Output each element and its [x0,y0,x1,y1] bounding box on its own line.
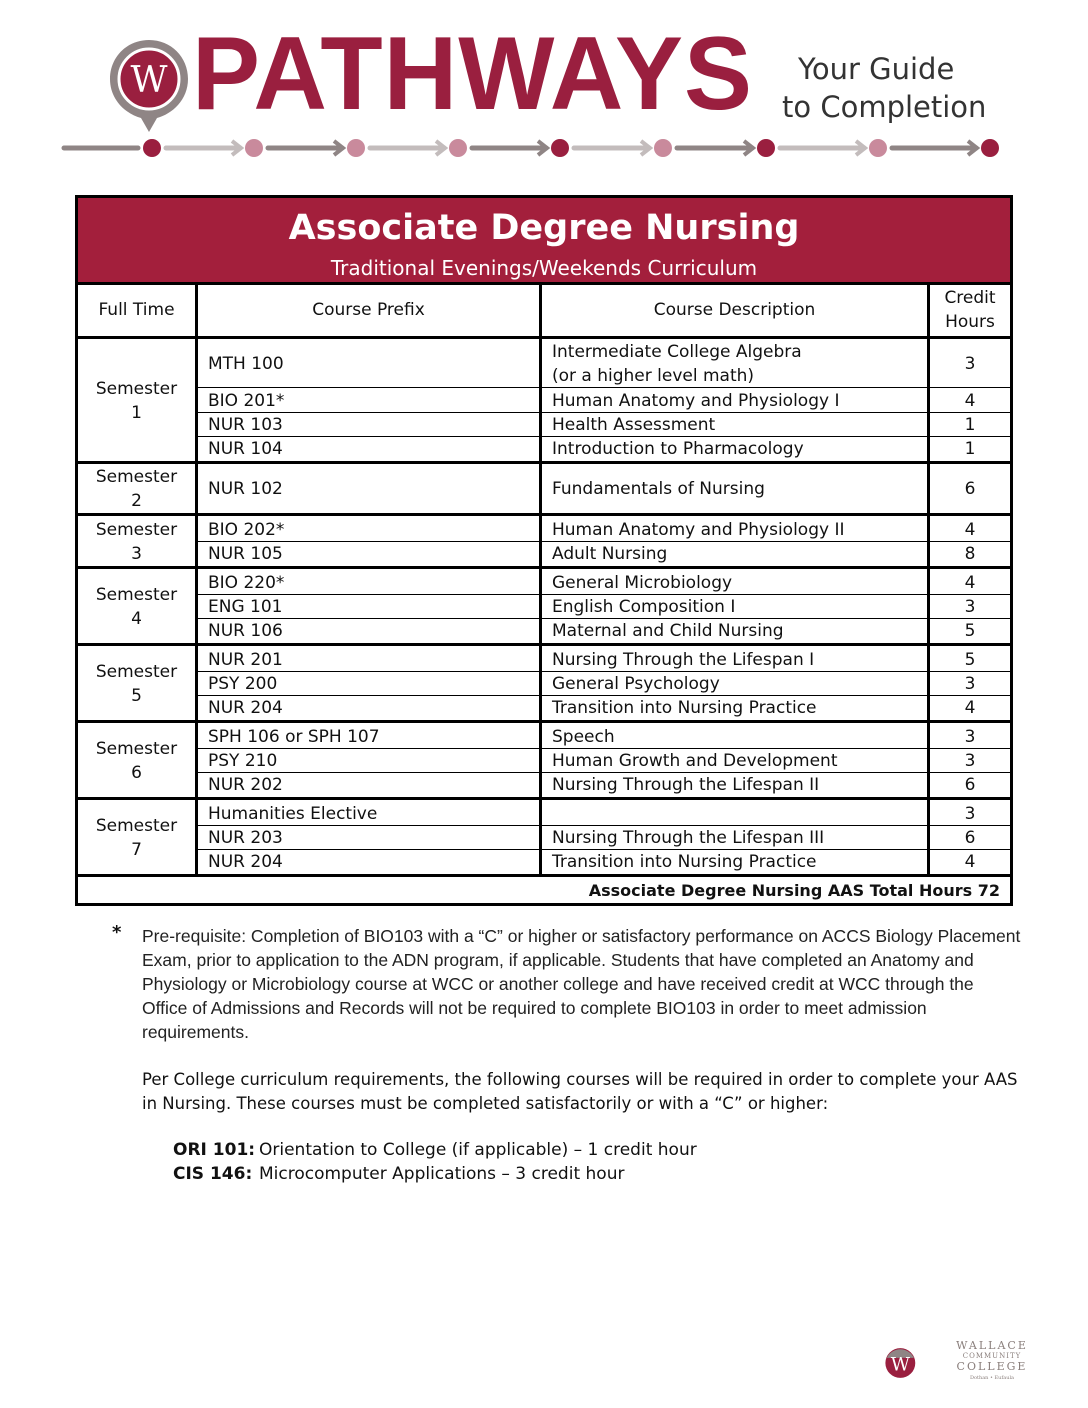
requirement-text: Microcomputer Applications – 3 credit hour [259,1164,625,1184]
course-description [542,465,927,513]
semester-label-number: 2 [131,491,142,511]
column-divider [195,513,198,566]
column-divider [927,643,930,720]
course-credits: 6 [964,479,976,499]
course-description [542,595,927,619]
course-prefix: NUR 203 [208,828,283,848]
course-prefix: BIO 220* [208,572,285,593]
column-divider [539,461,542,513]
footnote-marker: * [112,922,122,943]
row-divider [78,874,1010,877]
pathways-title: PATHWAYS [192,16,753,132]
course-description [542,724,927,749]
row-divider [198,618,1010,619]
semester-label [78,801,195,874]
semester-label-word: Semester [95,738,178,759]
row-divider [198,849,1010,850]
row-divider [78,566,1010,569]
semester-label-word: Semester [95,815,178,836]
course-credits: 8 [964,544,976,564]
semester-label [78,647,195,720]
prerequisite-note: Pre-requisite: Completion of BIO103 with a “C” or higher or satisfactory performance on ACCS Biology Placement Exam, prior to application to the ADN program, if applicable. Students that have completed an Anatomy and Physiology or Microbiology course at WCC or another college and have received credit at WCC through the Office of Admissions and Records will not be required to complete BIO103 in order to meet admission requirements. [142,926,1021,1042]
semester-label-word: Semester [95,519,178,540]
row-divider [78,720,1010,723]
course-description [542,647,927,672]
course-credits: 3 [964,803,976,824]
footer-logo-letter: W [890,1354,910,1376]
semester-label-word: Semester [95,661,178,682]
row-divider [78,336,1010,339]
column-divider [195,720,198,797]
course-prefix: NUR 103 [208,415,283,435]
row-divider [78,643,1010,646]
course-description-text: Intermediate College Algebra [552,342,802,362]
semester-label-number: 1 [131,402,142,423]
course-description-text: Nursing Through the Lifespan III [552,828,825,848]
progress-dot [981,139,999,157]
progress-dot [143,139,161,157]
progress-dot [245,139,263,157]
course-credits: 3 [964,726,976,747]
course-prefix: BIO 201* [208,390,285,411]
requirement-code: CIS 146: [173,1164,253,1184]
course-prefix: NUR 102 [208,479,283,499]
column-divider [195,461,198,513]
semester-label [78,465,195,513]
course-description-text: Fundamentals of Nursing [552,479,765,499]
curriculum-table [75,195,1013,906]
row-divider [198,772,1010,773]
row-divider [198,748,1010,749]
column-divider [927,513,930,566]
course-credits: 5 [964,649,976,670]
course-description-text: Adult Nursing [552,544,668,564]
table-title: Associate Degree Nursing [288,208,800,248]
row-divider [198,671,1010,672]
course-description-text: General Psychology [552,674,720,694]
course-prefix: NUR 202 [208,775,283,795]
course-credits: 3 [964,597,976,617]
course-credits: 6 [964,828,976,848]
course-prefix: NUR 106 [208,621,283,641]
column-header-description: Course Description [653,300,816,320]
course-description [542,801,927,826]
course-prefix: NUR 201 [208,649,283,670]
semester-label-number: 7 [131,839,142,860]
course-description-text: Speech [552,726,615,747]
requirement-text: Orientation to College (if applicable) – 1 credit hour [259,1140,697,1160]
college-locations: Dothan • Eufaula [969,1375,1015,1381]
table-banner [78,198,1010,284]
course-description [542,619,927,643]
row-divider [78,282,1010,285]
semester-label-number: 4 [131,608,142,629]
progress-arrow-line [60,136,1000,162]
college-name-line-2: COMMUNITY [962,1352,1022,1360]
column-divider [927,797,930,874]
column-divider [927,720,930,797]
column-divider [539,643,542,720]
course-prefix: ENG 101 [208,597,283,617]
course-prefix: NUR 204 [208,698,283,718]
course-description [542,672,927,696]
course-description [542,517,927,542]
row-divider [198,541,1010,542]
progress-dot [551,139,569,157]
row-divider [198,825,1010,826]
course-prefix: NUR 104 [208,439,283,459]
row-divider [78,797,1010,800]
semester-label [78,570,195,643]
requirement-item [173,1162,624,1186]
requirement-item [173,1138,697,1162]
course-description-text: English Composition I [552,597,736,617]
semester-label-number: 6 [131,762,142,783]
course-credits: 3 [964,674,976,694]
course-description [542,542,927,566]
table-subtitle: Traditional Evenings/Weekends Curriculum [330,256,758,280]
course-description-text: Health Assessment [552,415,716,435]
tagline-line-2: to Completion [782,90,987,124]
course-description-text: Human Anatomy and Physiology I [552,390,840,411]
course-credits: 5 [964,621,976,641]
college-wordmark [952,1340,1032,1383]
progress-dot [869,139,887,157]
column-divider [195,336,198,461]
row-divider [198,695,1010,696]
semester-label-number: 5 [131,685,142,706]
column-header-credit-hours [930,284,1010,336]
semester-label [78,724,195,797]
course-prefix: NUR 204 [208,852,283,872]
course-description [542,388,927,413]
wallace-college-logo-icon [884,1328,954,1398]
semester-label [78,340,195,461]
row-divider [78,461,1010,464]
course-description-text: Human Anatomy and Physiology II [552,519,845,540]
logo-letter: W [130,60,168,101]
course-description [542,773,927,797]
course-description [542,570,927,595]
column-divider [539,336,542,461]
course-description [542,696,927,720]
column-header-prefix: Course Prefix [312,300,425,320]
course-credits: 6 [964,775,976,795]
row-divider [198,436,1010,437]
course-prefix: MTH 100 [208,354,284,374]
course-credits: 1 [964,415,976,435]
tagline-line-1: Your Guide [798,52,955,86]
credit-header-line-1: Credit [944,288,996,308]
total-hours: Associate Degree Nursing AAS Total Hours 72 [588,881,1000,900]
semester-label-word: Semester [95,584,178,605]
course-description-text: Nursing Through the Lifespan II [552,775,820,795]
course-credits: 4 [964,519,976,540]
course-prefix: PSY 200 [208,674,278,694]
course-description [542,850,927,874]
course-description-text: Human Growth and Development [552,751,838,771]
course-description [542,413,927,437]
semester-label-number: 3 [131,543,142,564]
row-divider [198,387,1010,388]
course-credits: 4 [964,698,976,718]
course-credits: 3 [964,751,976,771]
semester-label-word: Semester [95,378,178,399]
row-divider [198,412,1010,413]
course-description-text: Nursing Through the Lifespan I [552,649,815,670]
course-description-text: Maternal and Child Nursing [552,621,784,641]
column-divider [539,566,542,643]
course-description [542,749,927,773]
progress-dot [449,139,467,157]
column-divider [927,336,930,461]
progress-dot [347,139,365,157]
row-divider [78,513,1010,516]
college-name-line-1: WALLACE [956,1339,1028,1352]
course-credits: 4 [964,390,976,411]
course-credits: 4 [964,852,976,872]
requirement-code: ORI 101: [173,1140,256,1160]
college-logo-pin-icon [108,38,190,134]
column-divider [539,284,542,336]
course-prefix: NUR 105 [208,544,283,564]
course-description-text-line-2: (or a higher level math) [552,366,755,386]
column-divider [195,643,198,720]
course-description-text: Introduction to Pharmacology [552,439,804,459]
course-prefix: PSY 210 [208,751,278,771]
course-description [542,437,927,461]
progress-dot [654,139,672,157]
course-description [542,826,927,850]
course-prefix: SPH 106 or SPH 107 [208,726,380,747]
course-description [542,340,927,388]
column-divider [927,566,930,643]
column-divider [927,284,930,336]
semester-label [78,517,195,566]
column-divider [539,720,542,797]
column-divider [195,797,198,874]
semester-label-word: Semester [95,467,178,487]
course-description-text: Transition into Nursing Practice [552,852,817,872]
course-credits: 3 [964,354,976,374]
credit-header-line-2: Hours [945,312,995,332]
column-divider [195,284,198,336]
course-prefix: Humanities Elective [208,803,378,824]
pathways-header [0,0,1088,170]
tagline [782,50,986,126]
column-divider [539,797,542,874]
column-divider [539,513,542,566]
column-divider [927,461,930,513]
course-description-text: Transition into Nursing Practice [552,698,817,718]
college-requirements-note: Per College curriculum requirements, the following courses will be required in order to complete your AAS in Nursing. These courses must be completed satisfactorily or with a “C” or higher: [142,1070,1018,1113]
course-prefix: BIO 202* [208,519,285,540]
college-name-line-3: COLLEGE [956,1360,1028,1373]
progress-dot [757,139,775,157]
course-credits: 1 [964,439,976,459]
column-header-full-time: Full Time [98,300,175,320]
course-credits: 4 [964,572,976,593]
row-divider [198,594,1010,595]
column-divider [195,566,198,643]
course-description-text: General Microbiology [552,572,733,593]
